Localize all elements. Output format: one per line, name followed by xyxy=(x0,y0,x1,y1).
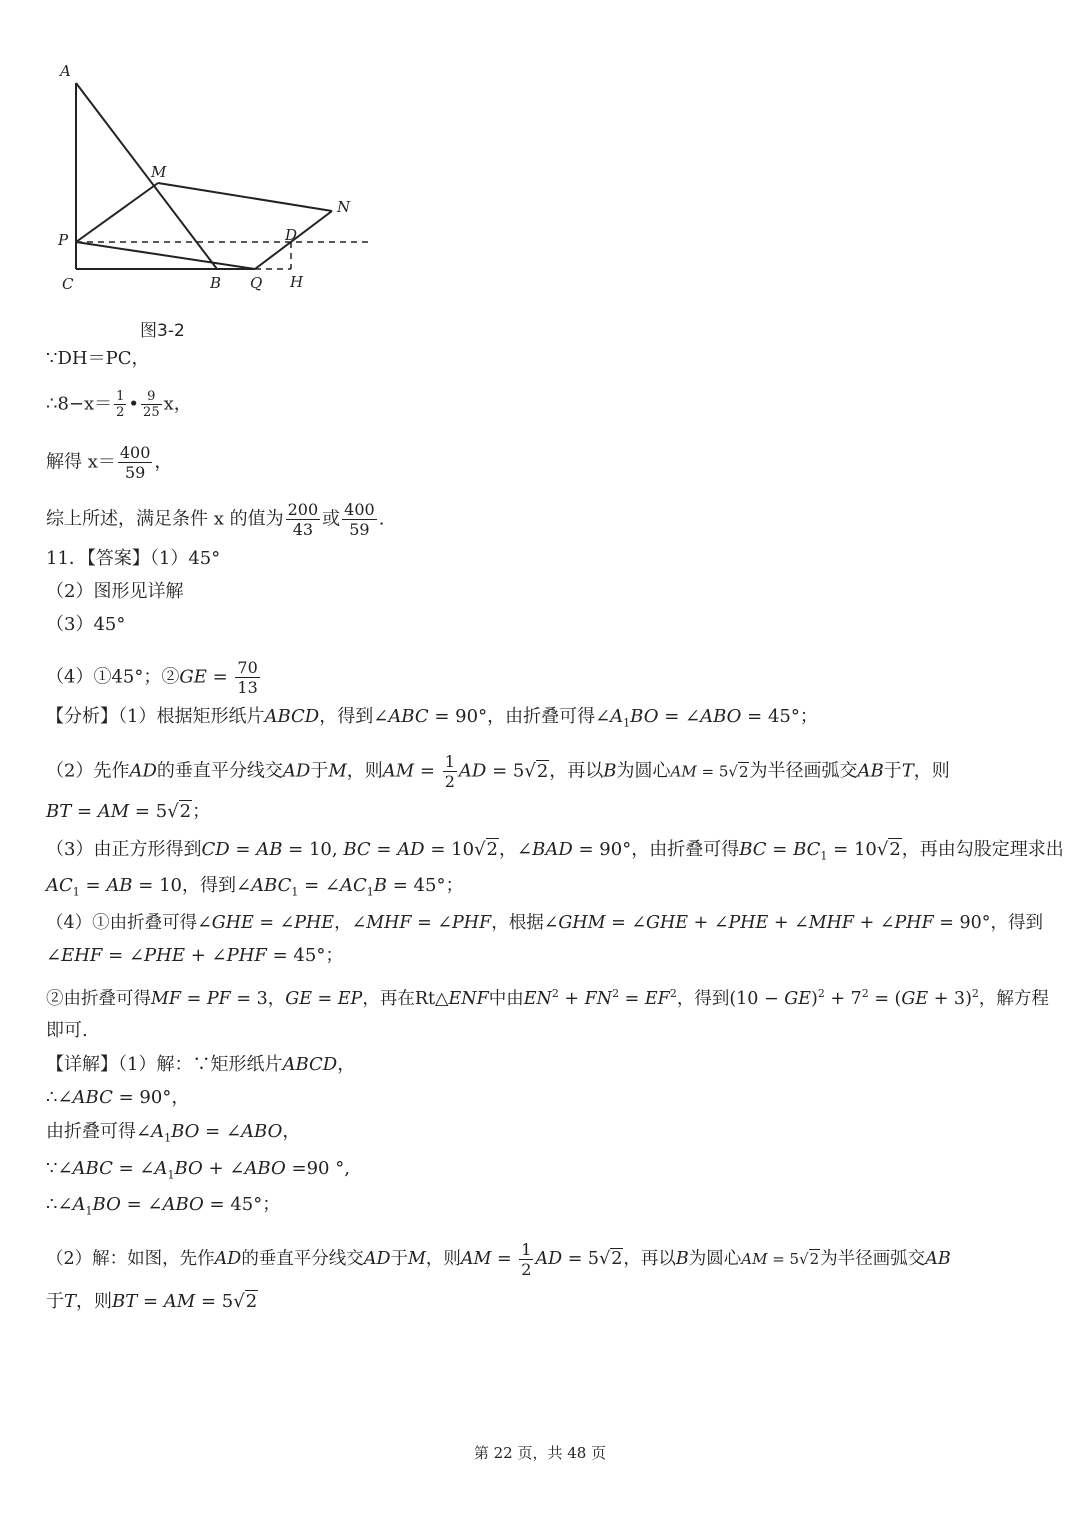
text: ，则 xyxy=(76,1291,113,1312)
text: 即可. xyxy=(46,1020,88,1041)
text: = xyxy=(229,839,257,860)
text: ，∠ xyxy=(499,839,533,860)
fraction-70-13 xyxy=(235,658,259,697)
text: （4）①由折叠可得∠ xyxy=(46,913,212,933)
math-var: ABCD xyxy=(282,1054,338,1075)
text: = xyxy=(137,1291,164,1312)
sqrt-radicand: 2 xyxy=(611,1249,623,1269)
segment-AB xyxy=(76,83,217,269)
text: （2）图形见详解 xyxy=(46,581,184,602)
analysis-2-cont: BT = AM = 5√2； xyxy=(46,801,211,822)
math-var: GHE xyxy=(646,913,689,933)
math-var: PHF xyxy=(894,913,934,933)
math-var: ABC xyxy=(388,706,429,727)
math-var: GE xyxy=(179,666,207,688)
numerator: 1 xyxy=(444,752,455,771)
math-var: A xyxy=(610,706,624,727)
text: = 3， xyxy=(230,988,286,1009)
math-var: EHF xyxy=(61,945,103,966)
analysis-4-2 xyxy=(46,982,1049,1011)
math-var: ABO xyxy=(700,706,742,727)
text: = 45°； xyxy=(203,1194,281,1215)
text: + ∠ xyxy=(184,945,227,966)
text: 于 xyxy=(46,1291,64,1312)
text: + ∠ xyxy=(202,1158,245,1179)
math-var: BT xyxy=(112,1291,138,1312)
math-var: T xyxy=(64,1291,77,1312)
math-var: PHE xyxy=(144,945,185,966)
math-var: GHE xyxy=(211,913,254,933)
segment-PM xyxy=(76,183,158,242)
text: = xyxy=(71,801,98,822)
text: = ∠ xyxy=(605,913,647,933)
text: 【分析】（1）根据矩形纸片 xyxy=(46,706,265,727)
math-var: ENF xyxy=(448,988,489,1009)
text: （2）先作 xyxy=(46,760,130,782)
analysis-1 xyxy=(46,705,818,736)
segment-MN xyxy=(158,183,332,211)
detail-1-line5 xyxy=(46,1193,280,1224)
text: x， xyxy=(163,393,192,415)
text: ，再以 xyxy=(623,1249,676,1269)
analysis-4-2-cont xyxy=(46,1019,88,1043)
line-dh-eq-pc xyxy=(46,347,149,371)
math-var: A xyxy=(154,1158,168,1179)
math-var: AD xyxy=(282,760,311,782)
analysis-2: （2）先作AD的垂直平分线交AD于M，则AM = $\frac{1}{2}$ AD = 5√2，再以B为圆心AM = 5√2为半径画弧交AB于T，则 xyxy=(46,752,950,791)
fraction-400-59 xyxy=(342,500,377,539)
math-var: ABC xyxy=(251,875,292,896)
math-var: AD xyxy=(397,839,425,860)
math-var: M xyxy=(407,1249,426,1269)
math-var: AM xyxy=(741,1250,768,1268)
fraction-200-43 xyxy=(286,500,321,539)
text: =90 °, xyxy=(285,1158,350,1179)
denominator: 13 xyxy=(237,678,258,697)
text: = xyxy=(206,666,234,688)
text: = xyxy=(491,1249,518,1269)
numerator: 200 xyxy=(287,500,319,519)
label-A: A xyxy=(60,62,71,80)
text: = 5 xyxy=(195,1291,234,1312)
text: 解得 x＝ xyxy=(46,451,116,473)
subscript: 1 xyxy=(164,1131,172,1145)
text: = ∠ xyxy=(102,945,145,966)
math-var: ABO xyxy=(244,1158,286,1179)
text: = ∠ xyxy=(411,913,453,933)
text: ∵∠ xyxy=(46,1158,73,1179)
math-var: ABCD xyxy=(264,706,320,727)
math-var: PHE xyxy=(728,913,769,933)
math-var: MHF xyxy=(366,913,412,933)
numerator: 70 xyxy=(237,658,258,677)
fraction-1-2 xyxy=(114,389,126,420)
math-var: AD xyxy=(214,1249,242,1269)
math-var: EN xyxy=(523,988,552,1009)
math-var: PHF xyxy=(452,913,492,933)
text: ，则 xyxy=(425,1249,461,1269)
text: = 45°； xyxy=(387,875,464,896)
math-var: GE xyxy=(285,988,312,1009)
numerator: 1 xyxy=(116,389,125,404)
text: ，解方程 xyxy=(978,988,1049,1009)
math-var: AD xyxy=(458,760,487,782)
subscript: 1 xyxy=(291,885,299,899)
text: = ∠ xyxy=(199,1121,242,1142)
text: = xyxy=(79,875,107,896)
text: = 45°； xyxy=(266,945,344,966)
text: 为圆心 xyxy=(688,1249,742,1269)
text: = ∠ xyxy=(658,706,701,727)
math-var: A xyxy=(151,1121,165,1142)
text: = 90°，得到 xyxy=(933,913,1044,933)
text: = ( xyxy=(868,988,902,1009)
math-var: ABO xyxy=(241,1121,283,1142)
numerator: 400 xyxy=(344,500,375,519)
math-var: AM xyxy=(460,1249,492,1269)
fraction-9-25 xyxy=(141,389,162,420)
denominator: 2 xyxy=(521,1260,532,1279)
denominator: 59 xyxy=(124,463,146,482)
analysis-4 xyxy=(46,911,1043,935)
analysis-3-cont xyxy=(46,874,463,905)
math-var: B xyxy=(675,1249,689,1269)
text: = 5 xyxy=(486,760,525,782)
text: 的垂直平分线交 xyxy=(241,1249,364,1269)
text: ，则 xyxy=(346,760,383,782)
math-var: FN xyxy=(584,988,613,1009)
label-M: M xyxy=(151,163,167,181)
sqrt-radicand: 2 xyxy=(486,839,498,860)
superscript: 2 xyxy=(612,987,620,1000)
superscript: 2 xyxy=(669,987,677,1000)
text: = 90°，由折叠可得 xyxy=(572,839,740,860)
text: 或 xyxy=(322,508,341,530)
detail-2-cont: 于T，则BT = AM = 5√2 xyxy=(46,1291,258,1312)
text: + ∠ xyxy=(854,913,895,933)
superscript: 2 xyxy=(861,987,869,1000)
text: 为半径画弧交 xyxy=(749,760,858,782)
text: = 5 xyxy=(562,1249,600,1269)
label-D: D xyxy=(285,226,298,244)
label-P: P xyxy=(58,231,69,249)
math-var: M xyxy=(328,760,347,782)
denominator: 43 xyxy=(292,520,314,539)
answer-4 xyxy=(46,658,262,697)
math-var: AD xyxy=(535,1249,563,1269)
math-var: BO xyxy=(630,706,659,727)
text: = xyxy=(414,760,441,782)
math-var: BC xyxy=(793,839,821,860)
text: = 10, xyxy=(282,839,344,860)
sqrt-radicand: 2 xyxy=(536,760,549,782)
text: = ∠ xyxy=(298,875,341,896)
math-var: AM xyxy=(382,760,415,782)
text: 为半径画弧交 xyxy=(820,1249,926,1269)
text: = 5 xyxy=(129,801,168,822)
text: = 10 xyxy=(827,839,877,860)
superscript: 2 xyxy=(551,987,559,1000)
text: = ∠ xyxy=(120,1194,163,1215)
text: 于 xyxy=(883,760,902,782)
detail-2: （2）解：如图，先作AD的垂直平分线交AD于M，则AM = $\frac{1}{2}$ AD = 5√2，再以B为圆心AM = 5√2为半径画弧交AB xyxy=(46,1240,951,1279)
math-var: BO xyxy=(174,1158,203,1179)
text: ，得到(10 − xyxy=(676,988,785,1009)
math-var: MHF xyxy=(808,913,855,933)
detail-1-line3 xyxy=(46,1120,300,1151)
text: ， xyxy=(337,1054,356,1075)
math-var: ABC xyxy=(72,1158,113,1179)
math-var: AB xyxy=(925,1249,951,1269)
text: ，再以 xyxy=(549,760,604,782)
math-var: CD xyxy=(201,839,230,860)
analysis-3: （3）由正方形得到CD = AB = 10, BC = AD = 10√2，∠BAD = 90°，由折叠可得BC = $BC_1 = 10√2$，再由勾股定理求出 xyxy=(46,839,1064,863)
text: . xyxy=(378,508,385,530)
text: = 5 xyxy=(696,762,729,781)
math-var: BC xyxy=(739,839,767,860)
math-var: GHM xyxy=(558,913,606,933)
text: = xyxy=(766,839,794,860)
sqrt-radicand: 2 xyxy=(179,801,192,822)
denominator: 25 xyxy=(143,405,160,420)
math-var: BAD xyxy=(532,839,573,860)
text: • xyxy=(128,393,140,415)
math-var: PHE xyxy=(294,913,335,933)
subscript: 1 xyxy=(72,885,80,899)
numerator: 1 xyxy=(521,1240,532,1259)
text: = 5 xyxy=(767,1250,800,1268)
subscript: 1 xyxy=(820,849,828,863)
math-var: AC xyxy=(46,875,73,896)
text: ； xyxy=(192,801,211,822)
text: 的垂直平分线交 xyxy=(156,760,283,782)
sqrt-radicand: 2 xyxy=(738,762,749,781)
text: （3）45° xyxy=(46,614,126,635)
sqrt-radicand: 2 xyxy=(809,1250,820,1268)
line-summary xyxy=(46,500,384,539)
text: 【详解】（1）解：∵矩形纸片 xyxy=(46,1054,283,1075)
math-var: MF xyxy=(151,988,182,1009)
line-equation xyxy=(46,389,192,420)
numerator: 9 xyxy=(141,389,162,405)
text: + xyxy=(558,988,585,1009)
text: ∵DH＝PC， xyxy=(46,348,150,369)
segment-PB xyxy=(76,242,255,269)
label-H: H xyxy=(290,273,304,291)
text: 11．【答案】（1）45° xyxy=(46,548,221,569)
text: ，再在Rt△ xyxy=(362,988,449,1009)
text: = 90°， xyxy=(112,1087,190,1108)
text: ∴∠ xyxy=(46,1087,73,1108)
text: + 3) xyxy=(928,988,972,1009)
numerator: 400 xyxy=(119,443,151,462)
math-var: B xyxy=(603,760,617,782)
math-var: BT xyxy=(46,801,72,822)
math-var: BO xyxy=(171,1121,200,1142)
label-Q: Q xyxy=(250,274,263,292)
text: （3）由正方形得到 xyxy=(46,839,202,860)
text: ，再由勾股定理求出 xyxy=(901,839,1064,860)
math-var: AB xyxy=(857,760,884,782)
math-var: AB xyxy=(106,875,133,896)
detail-1-line2 xyxy=(46,1086,189,1110)
text: ②由折叠可得 xyxy=(46,988,151,1009)
math-var: PHF xyxy=(226,945,267,966)
detail-1-line4 xyxy=(46,1157,350,1188)
text: = 90°，由折叠可得∠ xyxy=(428,706,611,727)
text: = xyxy=(370,839,398,860)
math-var: A xyxy=(72,1194,86,1215)
denominator: 2 xyxy=(444,772,455,791)
math-var: ABO xyxy=(162,1194,204,1215)
math-var: AD xyxy=(363,1249,391,1269)
math-var: BC xyxy=(343,839,371,860)
math-var: AB xyxy=(256,839,283,860)
text: = ∠ xyxy=(112,1158,155,1179)
math-var: AM xyxy=(670,762,697,781)
text: = ∠ xyxy=(253,913,295,933)
text: 中由 xyxy=(488,988,524,1009)
text: 于 xyxy=(390,1249,408,1269)
text: ∴8−x＝ xyxy=(46,393,113,415)
detail-1 xyxy=(46,1053,355,1077)
text: 综上所述，满足条件 x 的值为 xyxy=(46,508,284,530)
label-C: C xyxy=(62,275,74,293)
sqrt-radicand: 2 xyxy=(245,1291,258,1312)
text: ∴∠ xyxy=(46,1194,73,1215)
subscript: 1 xyxy=(623,716,631,730)
geometry-figure xyxy=(50,55,380,300)
answer-3 xyxy=(46,613,125,637)
text: （2）解：如图，先作 xyxy=(46,1249,215,1269)
math-var: AM xyxy=(97,801,130,822)
math-var: BO xyxy=(92,1194,121,1215)
text: ， xyxy=(282,1121,301,1142)
math-var: AD xyxy=(129,760,157,782)
fraction-1-2 xyxy=(519,1240,533,1279)
text: 于 xyxy=(310,760,329,782)
superscript: 2 xyxy=(817,987,825,1000)
text: = xyxy=(181,988,207,1009)
page-footer: 第 22 页，共 48 页 xyxy=(473,1444,607,1462)
text: = 10，得到∠ xyxy=(132,875,252,896)
label-N: N xyxy=(337,198,351,216)
text: ，得到∠ xyxy=(319,706,389,727)
text: = xyxy=(311,988,338,1009)
text: （4）①45°；② xyxy=(46,666,180,688)
math-var: GE xyxy=(784,988,811,1009)
text: = xyxy=(619,988,645,1009)
subscript: 1 xyxy=(85,1204,93,1218)
text: + ∠ xyxy=(768,913,809,933)
line-solve-x xyxy=(46,443,172,482)
answer-heading xyxy=(46,547,220,571)
math-var: GE xyxy=(901,988,929,1009)
math-var: T xyxy=(901,760,914,782)
sqrt-radicand: 2 xyxy=(889,839,901,860)
answer-2 xyxy=(46,580,183,604)
superscript: 2 xyxy=(971,987,979,1000)
text: ，则 xyxy=(913,760,950,782)
math-var: B xyxy=(373,875,388,896)
fraction-400-59 xyxy=(118,443,153,482)
subscript: 1 xyxy=(366,885,374,899)
text: = 45°； xyxy=(741,706,818,727)
text: ， xyxy=(154,451,173,473)
subscript: 1 xyxy=(167,1168,175,1182)
math-var: ABC xyxy=(72,1087,113,1108)
text: ) xyxy=(810,988,818,1009)
text: ，∠ xyxy=(334,913,367,933)
denominator: 59 xyxy=(349,520,370,539)
math-var: AM xyxy=(163,1291,196,1312)
analysis-4-cont xyxy=(46,944,343,968)
text: 由折叠可得∠ xyxy=(46,1121,152,1142)
math-var: PF xyxy=(206,988,231,1009)
denominator: 2 xyxy=(116,405,125,420)
text: ∠ xyxy=(46,945,62,966)
text: + ∠ xyxy=(688,913,729,933)
fraction-1-2 xyxy=(443,752,457,791)
text: = 10 xyxy=(424,839,475,860)
text: + 7 xyxy=(824,988,862,1009)
math-var: AC xyxy=(340,875,367,896)
figure-caption: 图3-2 xyxy=(140,321,185,341)
text: ，根据∠ xyxy=(491,913,559,933)
label-B: B xyxy=(210,274,222,292)
math-var: EP xyxy=(337,988,363,1009)
text: 为圆心 xyxy=(616,760,671,782)
math-var: EF xyxy=(644,988,670,1009)
